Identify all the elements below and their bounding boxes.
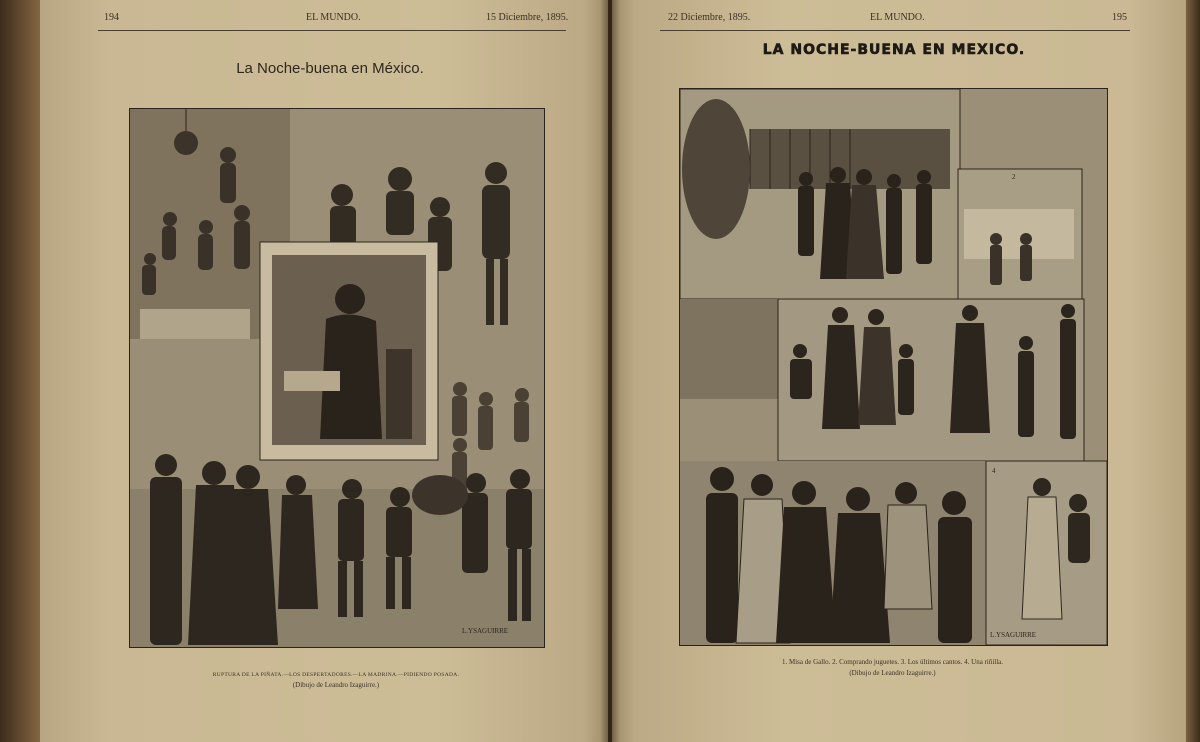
panel-number-2: 2 — [1012, 173, 1016, 181]
pinata-lantern — [174, 131, 198, 155]
left-page-number: 194 — [104, 12, 119, 23]
left-caption: RUPTURA DE LA PIÑATA.—LOS DESPERTADORES.—LA MADRINA.—PIDIENDO POSADA. — [212, 672, 460, 678]
procession-lantern — [412, 475, 468, 515]
left-page-title: La Noche-buena en México. — [236, 60, 424, 77]
left-illustration — [129, 108, 545, 648]
left-signature: L.YSAGUIRRE — [462, 627, 509, 635]
left-credit: (Dibujo de Leandro Izaguirre.) — [292, 681, 380, 689]
right-engraving — [680, 89, 1107, 645]
right-caption: 1. Misa de Gallo. 2. Comprando juguetes. 3. Los últimos cantos. 4. Una riñilla. — [781, 658, 1004, 666]
panel-number-4: 4 — [992, 467, 996, 475]
right-header-rule — [660, 30, 1130, 31]
panel-ultimos-cantos — [778, 299, 1084, 461]
right-page-number: 195 — [1112, 12, 1127, 23]
right-newspaper-name: EL MUNDO. — [870, 12, 925, 23]
right-page-title: LA NOCHE-BUENA EN MEXICO. — [762, 42, 1026, 58]
book-gutter — [600, 0, 620, 742]
left-newspaper-name: EL MUNDO. — [306, 12, 361, 23]
right-date: 22 Diciembre, 1895. — [668, 12, 751, 23]
right-credit: (Dibujo de Leandro Izaguirre.) — [849, 669, 936, 677]
book-binding-left — [0, 0, 44, 742]
right-illustration — [679, 88, 1108, 646]
left-header-rule — [98, 30, 566, 31]
right-signature: L.YSAGUIRRE — [990, 631, 1037, 639]
book-binding-right — [1186, 0, 1200, 742]
left-engraving — [130, 109, 544, 647]
left-date: 15 Diciembre, 1895. — [486, 12, 569, 23]
right-running-head — [0, 12, 1200, 30]
